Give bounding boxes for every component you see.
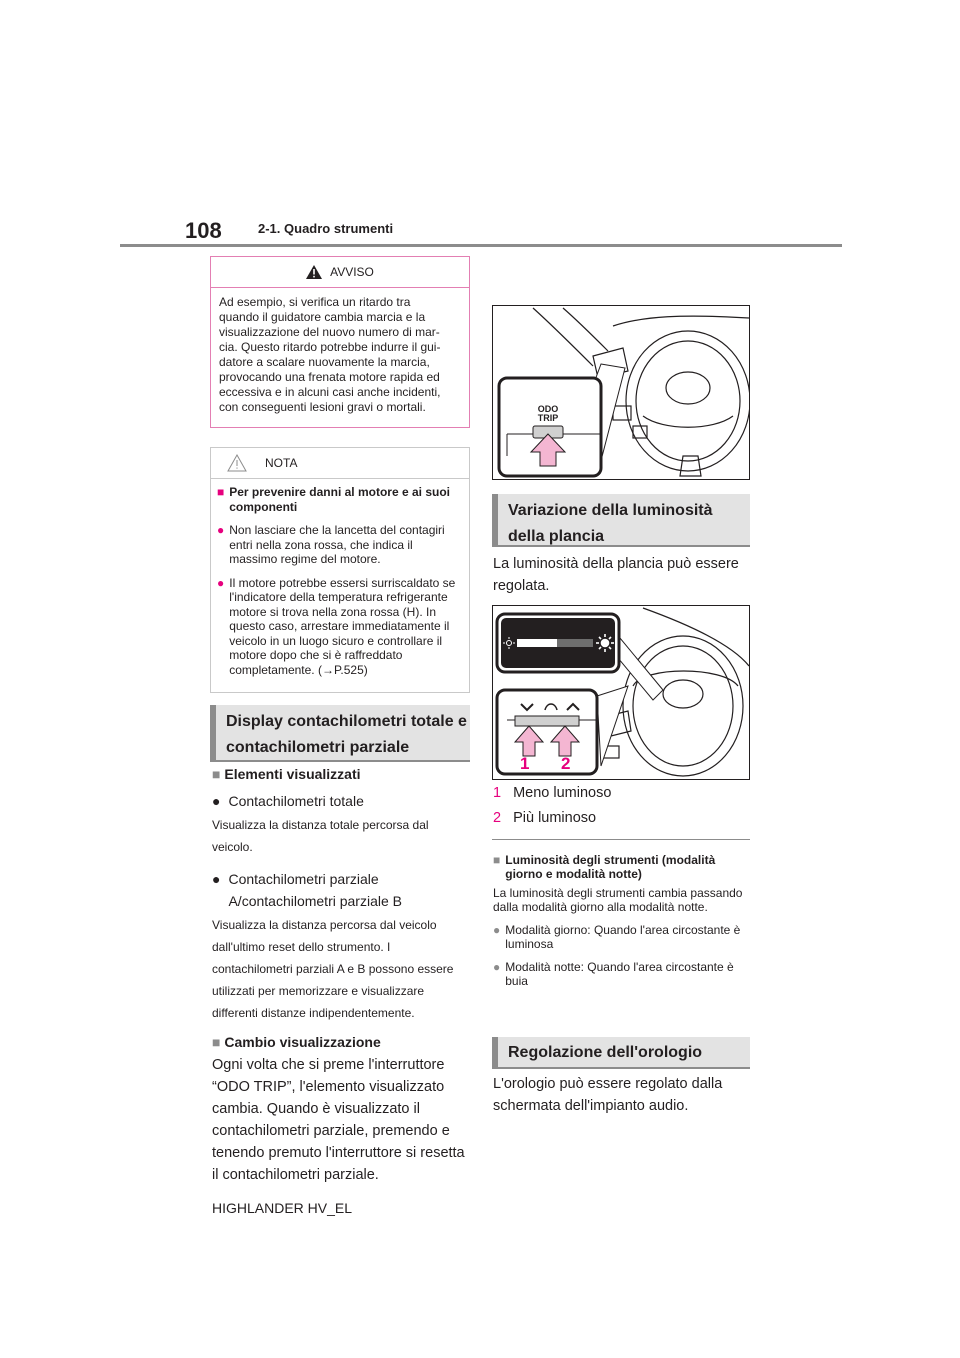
clock-section-heading: Regolazione dell'orologio — [492, 1037, 750, 1069]
brightness-section-heading: Variazione della luminosità della plancia — [492, 494, 750, 547]
change-text: Ogni volta che si preme l'interruttore “ODO TRIP”, l'elemento visualizzato cambia. Quando è visualizzato il contachilometri parziale, premendo e tenendo premuto l'interruttore si resetta il contachilometri parziale. — [212, 1057, 465, 1183]
warning-box — [210, 256, 470, 428]
modes-block — [493, 853, 751, 988]
square-bullet-icon: ■ — [217, 485, 225, 499]
legend-item: 1 Meno luminoso — [493, 785, 612, 801]
note-header — [211, 448, 469, 479]
circle-bullet-icon: ● — [217, 575, 225, 590]
dashboard-illustration — [493, 306, 749, 479]
warning-text: Ad esempio, si verifica un ritardo tra quando il guidatore cambia marcia e la visualizzazione del nuovo numero di mar- cia. Questo ritardo potrebbe indurre il gui- datore a scalare nuovamente la marcia, provocando una frenata motore rapida ed eccessiva e in alcuni casi anche incidenti, con conseguenti lesioni gravi o mortali. — [219, 295, 441, 414]
odo-trip-button-label: ODO TRIP — [537, 404, 559, 423]
modes-text: La luminosità degli strumenti cambia passando dalla modalità giorno alla modalità notte. — [493, 886, 743, 914]
square-bullet-icon: ■ — [212, 1034, 221, 1050]
warning-triangle-icon — [306, 265, 322, 279]
note-item: ● Il motore potrebbe essersi surriscaldato se l'indicatore della temperatura refrigerante motore si trova nella zona rossa (H). In questo caso, arrestare immediatamente il veicolo in un luogo sicuro e controllare il motore dopo che si è raffreddato completamente. (→P.525) — [217, 575, 456, 677]
footer-model: HIGHLANDER HV_EL — [212, 1200, 353, 1216]
odo-label: ● Contachilometri totale — [212, 790, 470, 812]
trip-description: Visualizza la distanza percorsa dal veicolo dall'ultimo reset dello strumento. I contachilometri parziali A e B possono essere utilizzati per memorizzare e visualizzare differenti distanze indipendentemente. — [212, 918, 454, 1020]
section-title: 2-1. Quadro strumenti — [258, 221, 394, 236]
circle-bullet-icon: ● — [212, 871, 221, 887]
caution-triangle-icon — [227, 454, 247, 472]
legend-item: 2 Più luminoso — [493, 810, 597, 826]
square-bullet-icon: ■ — [493, 853, 501, 867]
trip-label: ● Contachilometri parziale A/contachilometri parziale B — [212, 868, 470, 912]
brightness-figure — [492, 605, 750, 780]
odo-description: Visualizza la distanza totale percorsa dal veicolo. — [212, 818, 429, 854]
brightness-illustration — [493, 606, 749, 779]
mode-item: ● Modalità notte: Quando l'area circostante è buia — [493, 960, 734, 988]
display-section-body — [212, 766, 470, 1186]
callout-2: 2 — [561, 754, 571, 773]
circle-bullet-icon: ● — [212, 793, 221, 809]
note-item: ● Non lasciare che la lancetta del contagiri entri nella zona rossa, che indica il massimo regime del motore. — [217, 523, 445, 566]
circle-bullet-icon: ● — [493, 960, 501, 974]
odo-trip-figure — [492, 305, 750, 480]
note-box — [210, 447, 470, 693]
note-heading: ■ Per prevenire danni al motore e ai suoi componenti — [217, 485, 450, 514]
brightness-text: La luminosità della plancia può essere regolata. — [493, 556, 739, 594]
mode-item: ● Modalità giorno: Quando l'area circostante è luminosa — [493, 923, 741, 951]
callout-1: 1 — [520, 754, 530, 773]
items-heading: ■ Elementi visualizzati — [212, 766, 361, 782]
circle-bullet-icon: ● — [217, 523, 225, 537]
separator — [492, 839, 750, 840]
warning-header — [211, 257, 469, 288]
square-bullet-icon: ■ — [212, 766, 221, 782]
clock-text: L'orologio può essere regolato dalla schermata dell'impianto audio. — [493, 1076, 723, 1114]
change-heading: ■ Cambio visualizzazione — [212, 1034, 381, 1050]
page-number: 108 — [185, 218, 222, 243]
modes-heading: ■ Luminosità degli strumenti (modalità giorno e modalità notte) — [493, 853, 716, 881]
header-rule — [120, 244, 842, 247]
display-section-heading: Display contachilometri totale e contachilometri parziale — [210, 705, 470, 762]
note-label: NOTA — [265, 456, 298, 470]
circle-bullet-icon: ● — [493, 923, 501, 937]
warning-label: AVVISO — [330, 265, 374, 279]
